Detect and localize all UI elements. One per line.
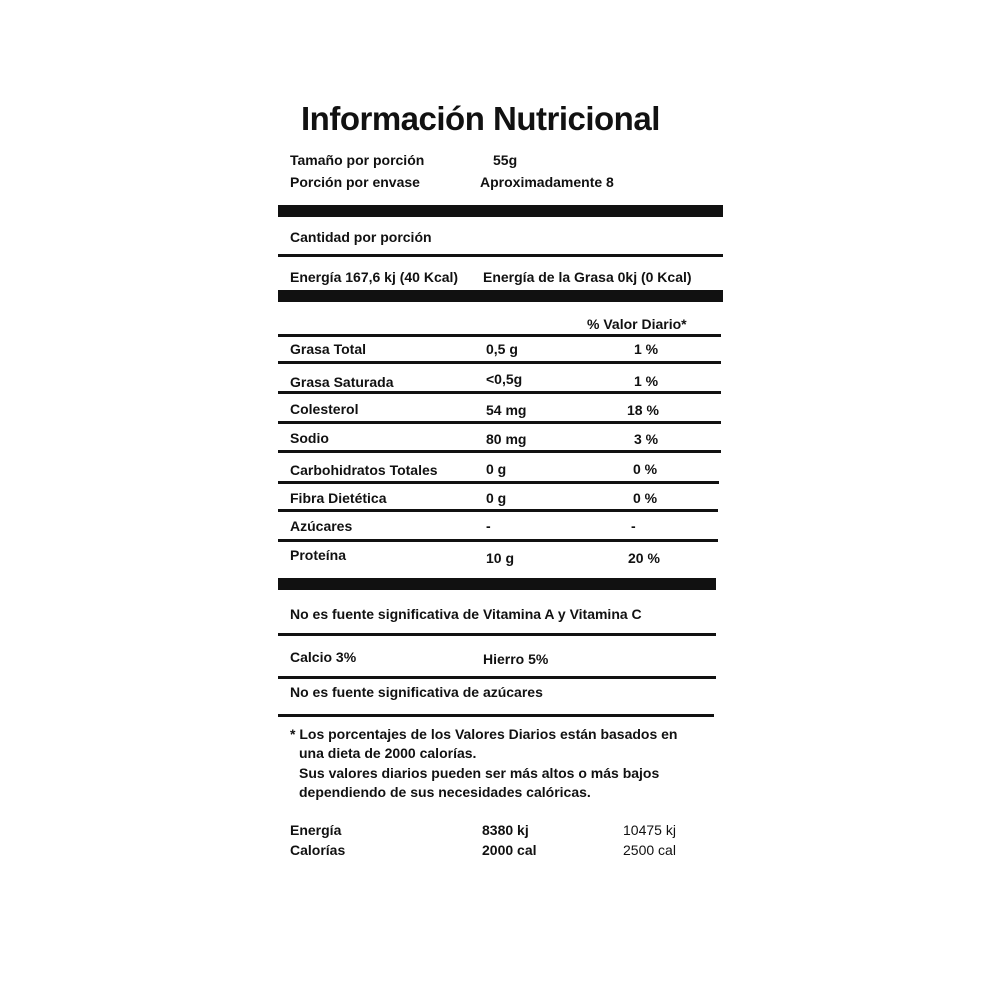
divider-thick <box>278 205 723 217</box>
nutrient-name: Colesterol <box>290 401 359 417</box>
footnote-line: dependiendo de sus necesidades calóricas. <box>299 784 591 800</box>
nutrient-amount: 0 g <box>486 490 507 506</box>
divider <box>278 714 714 717</box>
reference-value-2500: 2500 cal <box>623 842 676 858</box>
nutrient-daily-value: - <box>631 518 636 534</box>
divider <box>278 334 721 337</box>
nutrient-daily-value: 0 % <box>633 461 658 477</box>
divider <box>278 676 716 679</box>
nutrient-daily-value: 3 % <box>634 431 659 447</box>
serving-size-value: 55g <box>493 152 518 168</box>
divider <box>278 361 721 364</box>
nutrient-name: Carbohidratos Totales <box>290 462 438 478</box>
footnote-line: * Los porcentajes de los Valores Diarios están basados en <box>290 726 678 742</box>
divider <box>278 254 723 257</box>
divider <box>278 391 721 394</box>
reference-value-2000: 2000 cal <box>482 842 537 858</box>
divider <box>278 450 721 453</box>
nutrient-name: Grasa Total <box>290 341 366 357</box>
energy-total: Energía 167,6 kj (40 Kcal) <box>290 269 459 285</box>
nutrient-daily-value: 1 % <box>634 373 659 389</box>
serving-size-label: Tamaño por porción <box>290 152 425 168</box>
sugar-note: No es fuente significativa de azúcares <box>290 684 543 700</box>
nutrition-facts-label <box>278 95 723 875</box>
nutrient-name: Azúcares <box>290 518 353 534</box>
nutrient-amount: - <box>486 518 491 534</box>
nutrient-amount: 10 g <box>486 550 515 566</box>
nutrient-daily-value: 0 % <box>633 490 658 506</box>
reference-value-2500: 10475 kj <box>623 822 676 838</box>
amount-per-serving: Cantidad por porción <box>290 229 432 245</box>
nutrient-name: Fibra Dietética <box>290 490 387 506</box>
footnote-line: Sus valores diarios pueden ser más altos o más bajos <box>299 765 660 781</box>
footnote-line: una dieta de 2000 calorías. <box>299 745 477 761</box>
nutrient-name: Sodio <box>290 430 329 446</box>
vitamins-note: No es fuente significativa de Vitamina A y Vitamina C <box>290 606 642 622</box>
divider <box>278 421 721 424</box>
nutrient-daily-value: 18 % <box>627 402 659 418</box>
divider <box>278 481 719 484</box>
divider <box>278 509 718 512</box>
nutrient-amount: 0,5 g <box>486 341 518 357</box>
divider <box>278 539 718 542</box>
iron-value: Hierro 5% <box>483 651 549 667</box>
nutrient-amount: 0 g <box>486 461 507 477</box>
servings-per-container-value: Aproximadamente 8 <box>480 174 614 190</box>
nutrient-amount: <0,5g <box>486 371 523 387</box>
nutrient-name: Proteína <box>290 547 347 563</box>
nutrient-amount: 54 mg <box>486 402 527 418</box>
reference-label: Calorías <box>290 842 346 858</box>
reference-value-2000: 8380 kj <box>482 822 529 838</box>
nutrient-daily-value: 1 % <box>634 341 659 357</box>
divider <box>278 633 716 636</box>
label-title: Información Nutricional <box>301 100 660 137</box>
nutrient-amount: 80 mg <box>486 431 527 447</box>
daily-value-header: % Valor Diario* <box>587 316 687 332</box>
reference-label: Energía <box>290 822 342 838</box>
nutrient-name: Grasa Saturada <box>290 374 394 390</box>
divider-thick <box>278 578 716 590</box>
nutrient-daily-value: 20 % <box>628 550 660 566</box>
calcium-value: Calcio 3% <box>290 649 357 665</box>
divider-thick <box>278 290 723 302</box>
servings-per-container-label: Porción por envase <box>290 174 420 190</box>
energy-from-fat: Energía de la Grasa 0kj (0 Kcal) <box>483 269 692 285</box>
